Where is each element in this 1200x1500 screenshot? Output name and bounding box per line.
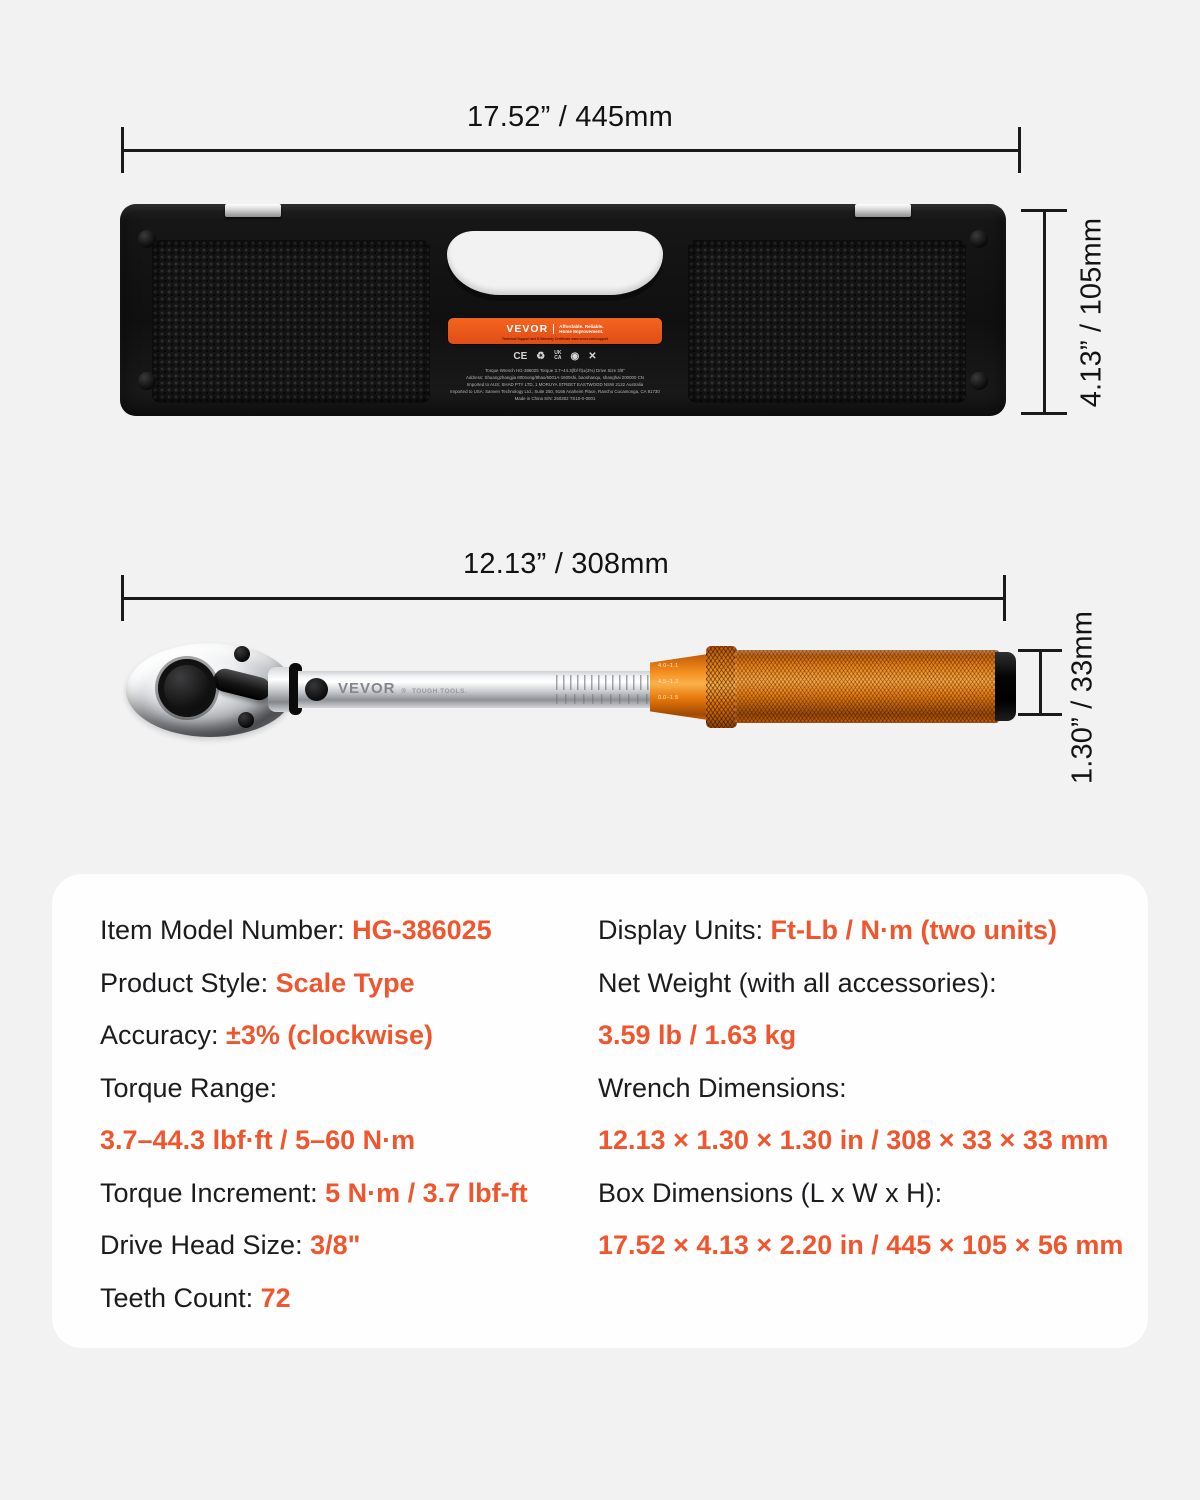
recycle-icon: ♻ — [536, 350, 546, 362]
spec-column-left — [100, 904, 570, 1324]
head-screw — [238, 712, 254, 728]
case-latch-left — [225, 204, 281, 217]
spec-row-teeth-count: Teeth Count: 72 — [100, 1282, 291, 1313]
weee-bin-icon: ✕ — [588, 350, 597, 362]
shaft-brand-line — [338, 680, 467, 697]
badge-divider — [553, 324, 554, 334]
wrench-length-dimension-tick-right — [1003, 575, 1006, 621]
fine-print-line: Torque Wrench HG-386025 Torque 3.7~44.3(lbf·ft)±(3%) Drive Size 3/8" — [485, 368, 625, 373]
case-fine-print — [370, 367, 740, 402]
spec-row-drive-head: Drive Head Size: 3/8" — [100, 1230, 361, 1260]
fine-print-line: Address: Shuangzhangjia 800nong/8hao/6001A-1600shi, baoshanqu, shanghai 200000 CN — [466, 375, 644, 380]
case-height-dimension-label: 4.13” / 105mm — [1075, 217, 1108, 408]
badge-tagline-1: Affordable. Reliable. — [559, 323, 604, 329]
handle-end-cap — [995, 652, 1016, 721]
collar-scale-mark: 4.5–1.3 — [658, 679, 679, 685]
collar-scale-mark: 4.0–1.1 — [658, 663, 679, 669]
case-corner-screw — [970, 230, 988, 248]
carry-case-image — [120, 204, 1006, 416]
shaft-tagline-text: TOUGH TOOLS. — [411, 688, 468, 695]
case-corner-screw — [138, 230, 156, 248]
case-latch-right — [855, 204, 911, 217]
spec-row-wrench-dimensions-value: 12.13 × 1.30 × 1.30 in / 308 × 33 × 33 mm — [598, 1125, 1109, 1155]
ce-mark-icon: CE — [513, 350, 528, 362]
case-width-dimension-tick-left — [121, 127, 124, 173]
fine-print-line: Imported to USA: Sanven Technology Ltd., Suite 250, 9166 Anaheim Place, Rancho Cucamonga, CA 91730 — [450, 389, 660, 394]
head-screw — [234, 646, 250, 662]
wrench-length-dimension-line — [122, 597, 1006, 600]
spec-row-box-dimensions-value: 17.52 × 4.13 × 2.20 in / 445 × 105 × 56 mm — [598, 1230, 1124, 1260]
case-handle-cutout — [447, 231, 663, 295]
wrench-length-dimension-tick-left — [121, 575, 124, 621]
badge-tagline-2: Home Improvement. — [559, 329, 604, 334]
fine-print-line: Made in China S/N: 250302 TS10-0-0001 — [514, 396, 596, 401]
spec-row-torque-range-value: 3.7–44.3 lbf·ft / 5–60 N·m — [100, 1125, 416, 1155]
spec-row-torque-range-label: Torque Range: — [100, 1072, 278, 1103]
wrench-height-dimension-label: 1.30” / 33mm — [1066, 610, 1099, 785]
knurled-adjuster-ring — [706, 646, 737, 728]
case-width-dimension-label: 17.52” / 445mm — [467, 101, 673, 133]
shaft-torque-scale — [556, 675, 654, 690]
spec-row-net-weight-label: Net Weight (with all accessories): — [598, 967, 997, 998]
spec-row-box-dimensions-label: Box Dimensions (L x W x H): — [598, 1177, 943, 1208]
wrench-length-dimension-label: 12.13” / 308mm — [463, 548, 669, 580]
wrench-handle — [735, 650, 999, 723]
registered-mark: ® — [401, 689, 406, 695]
ukca-mark-icon: UK — [554, 350, 562, 356]
spec-row-model: Item Model Number: HG-386025 — [100, 915, 492, 945]
wrench-height-dimension-line — [1039, 650, 1042, 715]
case-corner-screw — [970, 372, 988, 390]
fine-print-line: Imported to AUS: SHAD PTY LTD, 1 MORUYA STREET EASTWOOD NSW 2122 Australia — [466, 382, 644, 387]
badge-support-line: Technical Support and E-Warranty Certificate www.vevor.com/support — [502, 336, 608, 341]
spec-row-torque-increment: Torque Increment: 5 N·m / 3.7 lbf-ft — [100, 1177, 528, 1208]
spec-row-display-units: Display Units: Ft-Lb / N·m (two units) — [598, 915, 1057, 945]
case-corner-screw — [138, 372, 156, 390]
spec-row-accuracy: Accuracy: ±3% (clockwise) — [100, 1020, 433, 1050]
spec-row-net-weight-value: 3.59 lb / 1.63 kg — [598, 1020, 797, 1050]
collar-scale-mark: 0.0–1.5 — [658, 695, 679, 701]
shaft-brand-text: VEVOR — [338, 680, 396, 697]
drive-socket — [158, 659, 216, 717]
certification-marks: CE ♻ UK CA ◉ ✕ — [513, 350, 597, 362]
case-height-dimension-line — [1043, 210, 1046, 414]
spec-row-wrench-dimensions-label: Wrench Dimensions: — [598, 1072, 847, 1103]
green-dot-icon: ◉ — [570, 350, 580, 362]
case-width-dimension-tick-right — [1018, 127, 1021, 173]
shaft-torque-scale — [556, 694, 654, 704]
spec-column-right — [598, 904, 1124, 1272]
shaft-pin — [305, 678, 328, 701]
case-width-dimension-line — [122, 149, 1020, 152]
brand-logo: VEVOR — [506, 323, 549, 335]
spec-row-style: Product Style: Scale Type — [100, 967, 415, 998]
brand-badge — [448, 318, 662, 344]
